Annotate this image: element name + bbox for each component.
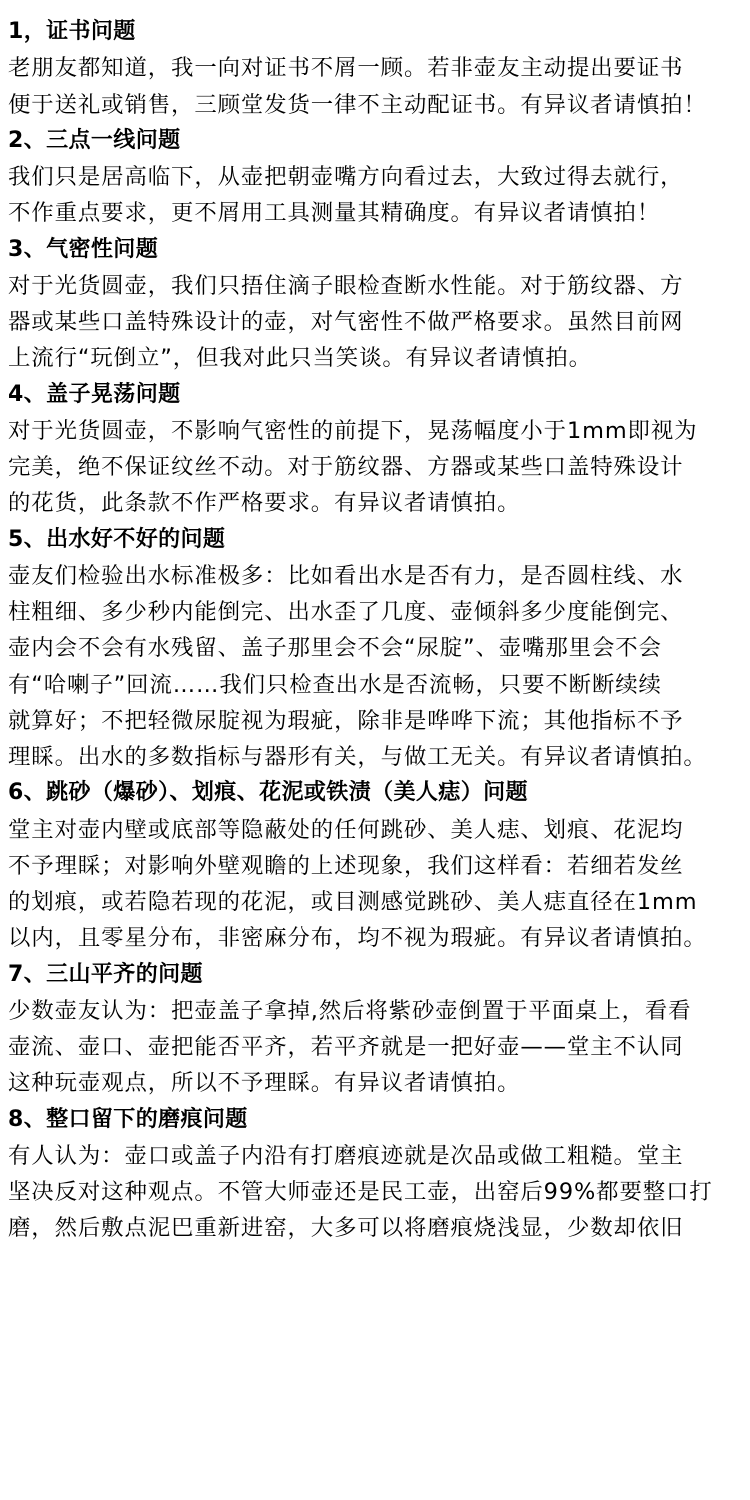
section-body-line: 上流行“玩倒立”，但我对此只当笑谈。有异议者请慎拍。 bbox=[8, 345, 592, 372]
section-heading: 4、盖子晃荡问题 bbox=[8, 381, 181, 407]
section-body-line: 少数壶友认为：把壶盖子拿掉,然后将紫砂壶倒置于平面桌上，看看 bbox=[8, 997, 692, 1024]
section-body-line: 不予理睬；对影响外壁观瞻的上述现象，我们这样看：若细若发丝 bbox=[8, 852, 684, 879]
section-body-line: 老朋友都知道，我一向对证书不屑一顾。若非壶友主动提出要证书 bbox=[8, 55, 684, 82]
section-heading: 1，证书问题 bbox=[8, 19, 136, 44]
section-body-line: 柱粗细、多少秒内能倒完、出水歪了几度、壶倾斜多少度能倒完、 bbox=[8, 599, 684, 625]
section-body-line: 对于光货圆壶，我们只捂住滴子眼检查断水性能。对于筋纹器、方 bbox=[8, 272, 684, 299]
section-body-line: 就算好；不把轻微尿腚视为瑕疵，除非是哗哗下流；其他指标不予 bbox=[8, 707, 684, 734]
section-heading: 2、三点一线问题 bbox=[8, 127, 181, 153]
section-body-line: 完美，绝不保证纹丝不动。对于筋纹器、方器或某些口盖特殊设计 bbox=[8, 454, 684, 480]
section-body-line: 坚决反对这种观点。不管大师壶还是民工壶，出窑后99%都要整口打 bbox=[8, 1179, 713, 1205]
section-body-line: 器或某些口盖特殊设计的壶，对气密性不做严格要求。虽然目前网 bbox=[8, 309, 684, 335]
section-body-line: 壶流、壶口、壶把能否平齐，若平齐就是一把好壶——堂主不认同 bbox=[8, 1034, 684, 1060]
section-body-line: 这种玩壶观点，所以不予理睬。有异议者请慎拍。 bbox=[8, 1070, 521, 1097]
section-heading: 6、跳砂（爆砂）、划痕、花泥或铁渍（美人痣）问题 bbox=[8, 780, 528, 806]
section-body-line: 有“哈喇子”回流……我们只检查出水是否流畅，只要不断断续续 bbox=[8, 671, 662, 698]
section-heading: 3、气密性问题 bbox=[8, 236, 159, 262]
section-heading: 5、出水好不好的问题 bbox=[8, 526, 226, 552]
section-body-line: 堂主对壶内壁或底部等隐蔽处的任何跳砂、美人痣、划痕、花泥均 bbox=[8, 816, 684, 843]
section-body-line: 的划痕，或若隐若现的花泥，或目测感觉跳砂、美人痣直径在1mm bbox=[8, 889, 698, 915]
section-body-line: 磨，然后敷点泥巴重新进窑，大多可以将磨痕烧浅显，少数却依旧 bbox=[8, 1215, 684, 1242]
section-body-line: 壶友们检验出水标准极多：比如看出水是否有力，是否圆柱线、水 bbox=[8, 562, 684, 589]
section-body-line: 以内，且零星分布，非密麻分布，均不视为瑕疵。有异议者请慎拍。 bbox=[8, 925, 707, 952]
section-heading: 8、整口留下的磨痕问题 bbox=[8, 1106, 248, 1132]
section-body-line: 有人认为：壶口或盖子内沿有打磨痕迹就是次品或做工粗糙。堂主 bbox=[8, 1142, 684, 1169]
section-heading: 7、三山平齐的问题 bbox=[8, 961, 203, 987]
section-body-line: 的花货，此条款不作严格要求。有异议者请慎拍。 bbox=[8, 490, 521, 517]
section-body-line: 对于光货圆壶，不影响气密性的前提下，晃荡幅度小于1mm即视为 bbox=[8, 417, 698, 444]
section-body-line: 壶内会不会有水残留、盖子那里会不会“尿腚”、壶嘴那里会不会 bbox=[8, 635, 662, 662]
section-body-line: 我们只是居高临下，从壶把朝壶嘴方向看过去，大致过得去就行， bbox=[8, 164, 684, 190]
section-body-line: 理睬。出水的多数指标与器形有关，与做工无关。有异议者请慎拍。 bbox=[8, 744, 707, 770]
section-body-line: 便于送礼或销售，三顾堂发货一律不主动配证书。有异议者请慎拍！ bbox=[8, 91, 707, 118]
section-body-line: 不作重点要求，更不屑用工具测量其精确度。有异议者请慎拍！ bbox=[8, 200, 661, 227]
